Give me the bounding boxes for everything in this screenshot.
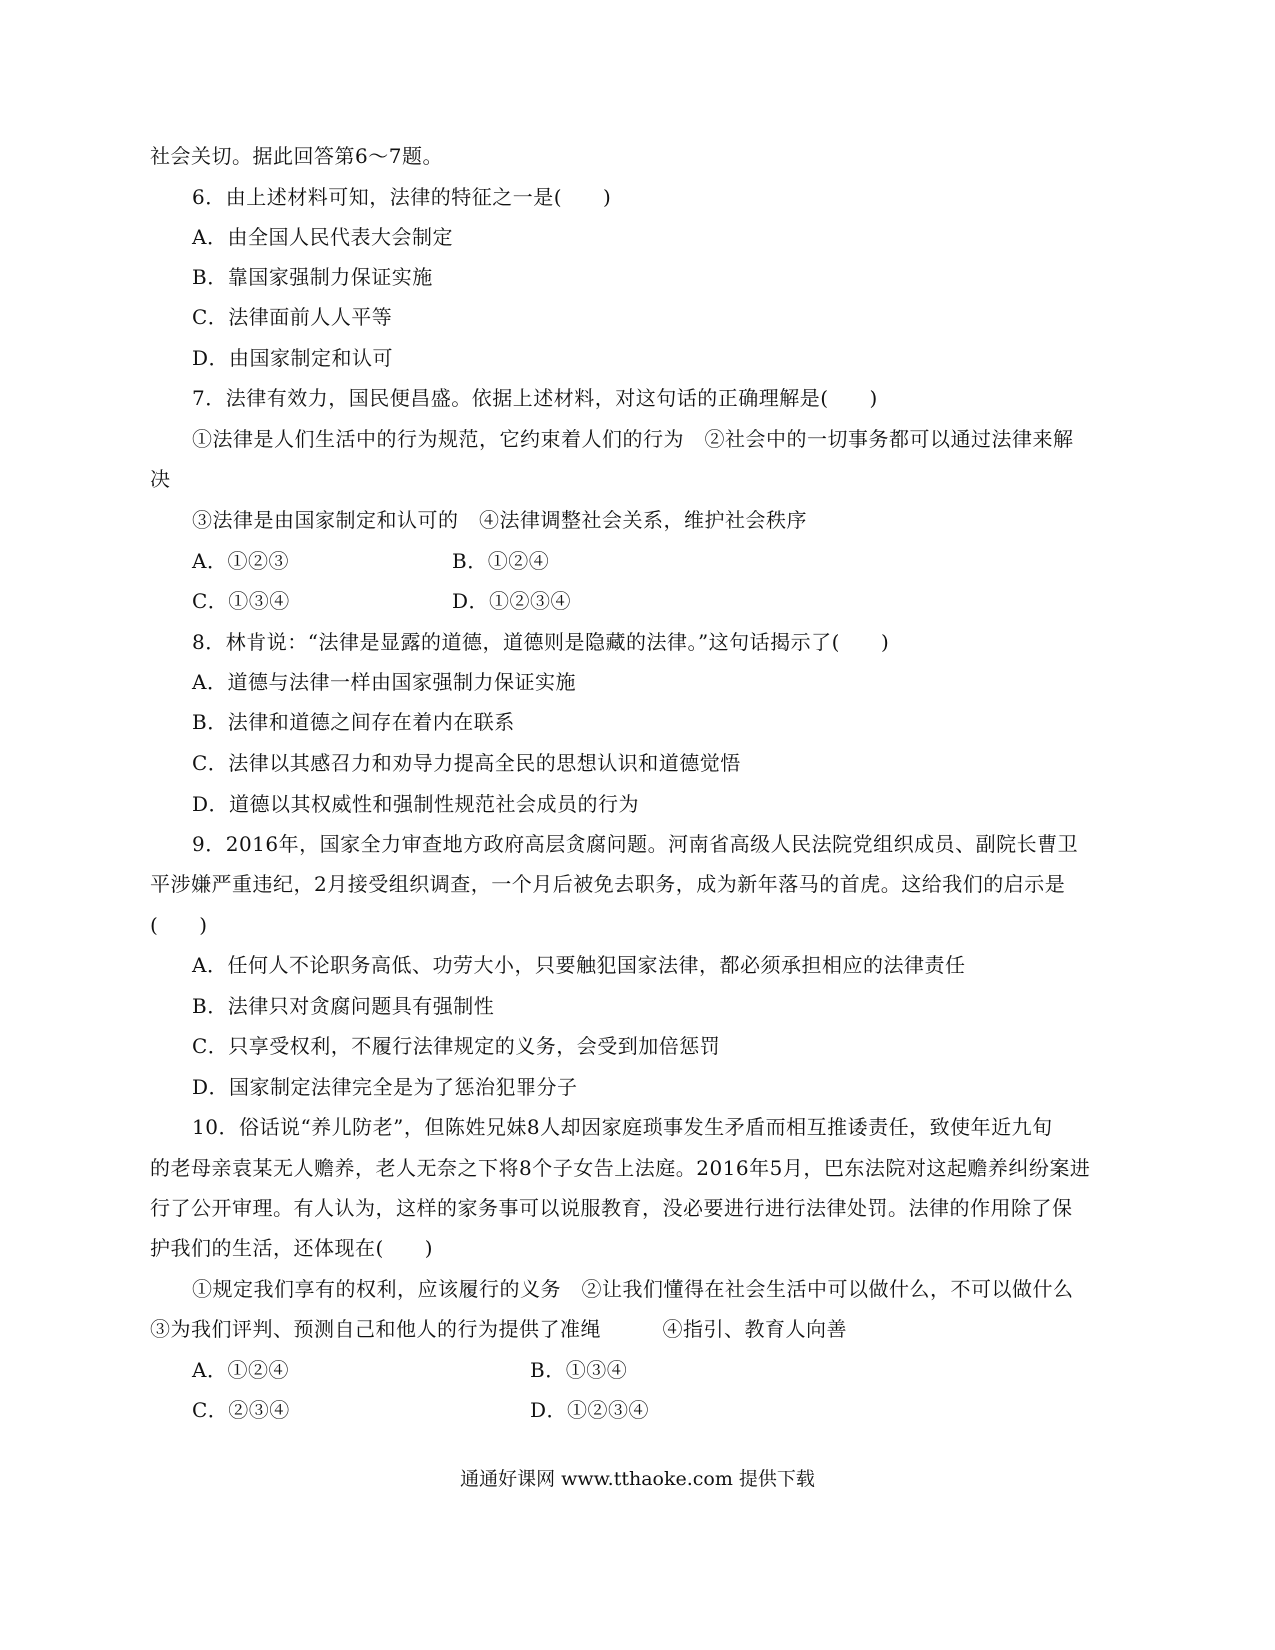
question-6-option-d: D．由国家制定和认可 <box>192 346 394 370</box>
question-10-statements-line2: ③为我们评判、预测自己和他人的行为提供了准绳 ④指引、教育人向善 <box>150 1317 847 1341</box>
question-10-stem-line3: 行了公开审理。有人认为，这样的家务事可以说服教育，没必要进行进行法律处罚。法律的作用除了保 <box>150 1196 1073 1220</box>
question-8-option-b: B．法律和道德之间存在着内在联系 <box>192 710 515 734</box>
question-9-stem-line3: ( ) <box>150 913 208 937</box>
question-7-option-d: D．①②③④ <box>452 589 572 613</box>
question-10-option-d: D．①②③④ <box>530 1398 650 1422</box>
question-8-option-c: C．法律以其感召力和劝导力提高全民的思想认识和道德觉悟 <box>192 751 741 775</box>
question-9-stem-line1: 9．2016年，国家全力审查地方政府高层贪腐问题。河南省高级人民法院党组织成员、副院长曹卫 <box>192 832 1079 856</box>
question-8-stem: 8．林肯说：“法律是显露的道德，道德则是隐藏的法律。”这句话揭示了( ) <box>192 630 890 654</box>
question-9-option-d: D．国家制定法律完全是为了惩治犯罪分子 <box>192 1075 578 1099</box>
question-10-stem-line1: 10．俗话说“养儿防老”，但陈姓兄妹8人却因家庭琐事发生矛盾而相互推诿责任，致使年近九旬 <box>192 1115 1053 1139</box>
question-9-option-c: C．只享受权利，不履行法律规定的义务，会受到加倍惩罚 <box>192 1034 721 1058</box>
question-6-option-a: A．由全国人民代表大会制定 <box>192 225 453 249</box>
question-10-option-a: A．①②④ <box>192 1358 289 1382</box>
question-6-option-c: C．法律面前人人平等 <box>192 305 393 329</box>
question-7-statements-line1: ①法律是人们生活中的行为规范，它约束着人们的行为 ②社会中的一切事务都可以通过法律来解 <box>192 427 1074 451</box>
question-6-option-b: B．靠国家强制力保证实施 <box>192 265 433 289</box>
question-7-statements-line1-cont: 决 <box>150 467 171 491</box>
question-7-stem: 7．法律有效力，国民便昌盛。依据上述材料，对这句话的正确理解是( ) <box>192 386 878 410</box>
question-10-stem-line2: 的老母亲袁某无人赡养，老人无奈之下将8个子女告上法庭。2016年5月，巴东法院对这起赡养纠纷案进 <box>150 1156 1091 1180</box>
question-10-option-c: C．②③④ <box>192 1398 290 1422</box>
question-7-statements-line2: ③法律是由国家制定和认可的 ④法律调整社会关系，维护社会秩序 <box>192 508 807 532</box>
question-8-option-a: A．道德与法律一样由国家强制力保证实施 <box>192 670 576 694</box>
question-10-stem-line4: 护我们的生活，还体现在( ) <box>150 1236 434 1260</box>
question-9-stem-line2: 平涉嫌严重违纪，2月接受组织调查，一个月后被免去职务，成为新年落马的首虎。这给我们的启示是 <box>150 872 1066 896</box>
question-7-option-a: A．①②③ <box>192 549 289 573</box>
question-10-option-b: B．①③④ <box>530 1358 628 1382</box>
question-9-option-b: B．法律只对贪腐问题具有强制性 <box>192 994 495 1018</box>
question-8-option-d: D．道德以其权威性和强制性规范社会成员的行为 <box>192 792 640 816</box>
footer-download-note: 通通好课网 www.tthaoke.com 提供下载 <box>460 1468 815 1490</box>
intro-text: 社会关切。据此回答第6～7题。 <box>150 144 443 168</box>
question-10-statements-line1: ①规定我们享有的权利，应该履行的义务 ②让我们懂得在社会生活中可以做什么，不可以做什么 <box>192 1277 1074 1301</box>
question-7-option-b: B．①②④ <box>452 549 550 573</box>
question-6-stem: 6．由上述材料可知，法律的特征之一是( ) <box>192 185 612 209</box>
question-7-option-c: C．①③④ <box>192 589 290 613</box>
question-9-option-a: A．任何人不论职务高低、功劳大小，只要触犯国家法律，都必须承担相应的法律责任 <box>192 953 966 977</box>
